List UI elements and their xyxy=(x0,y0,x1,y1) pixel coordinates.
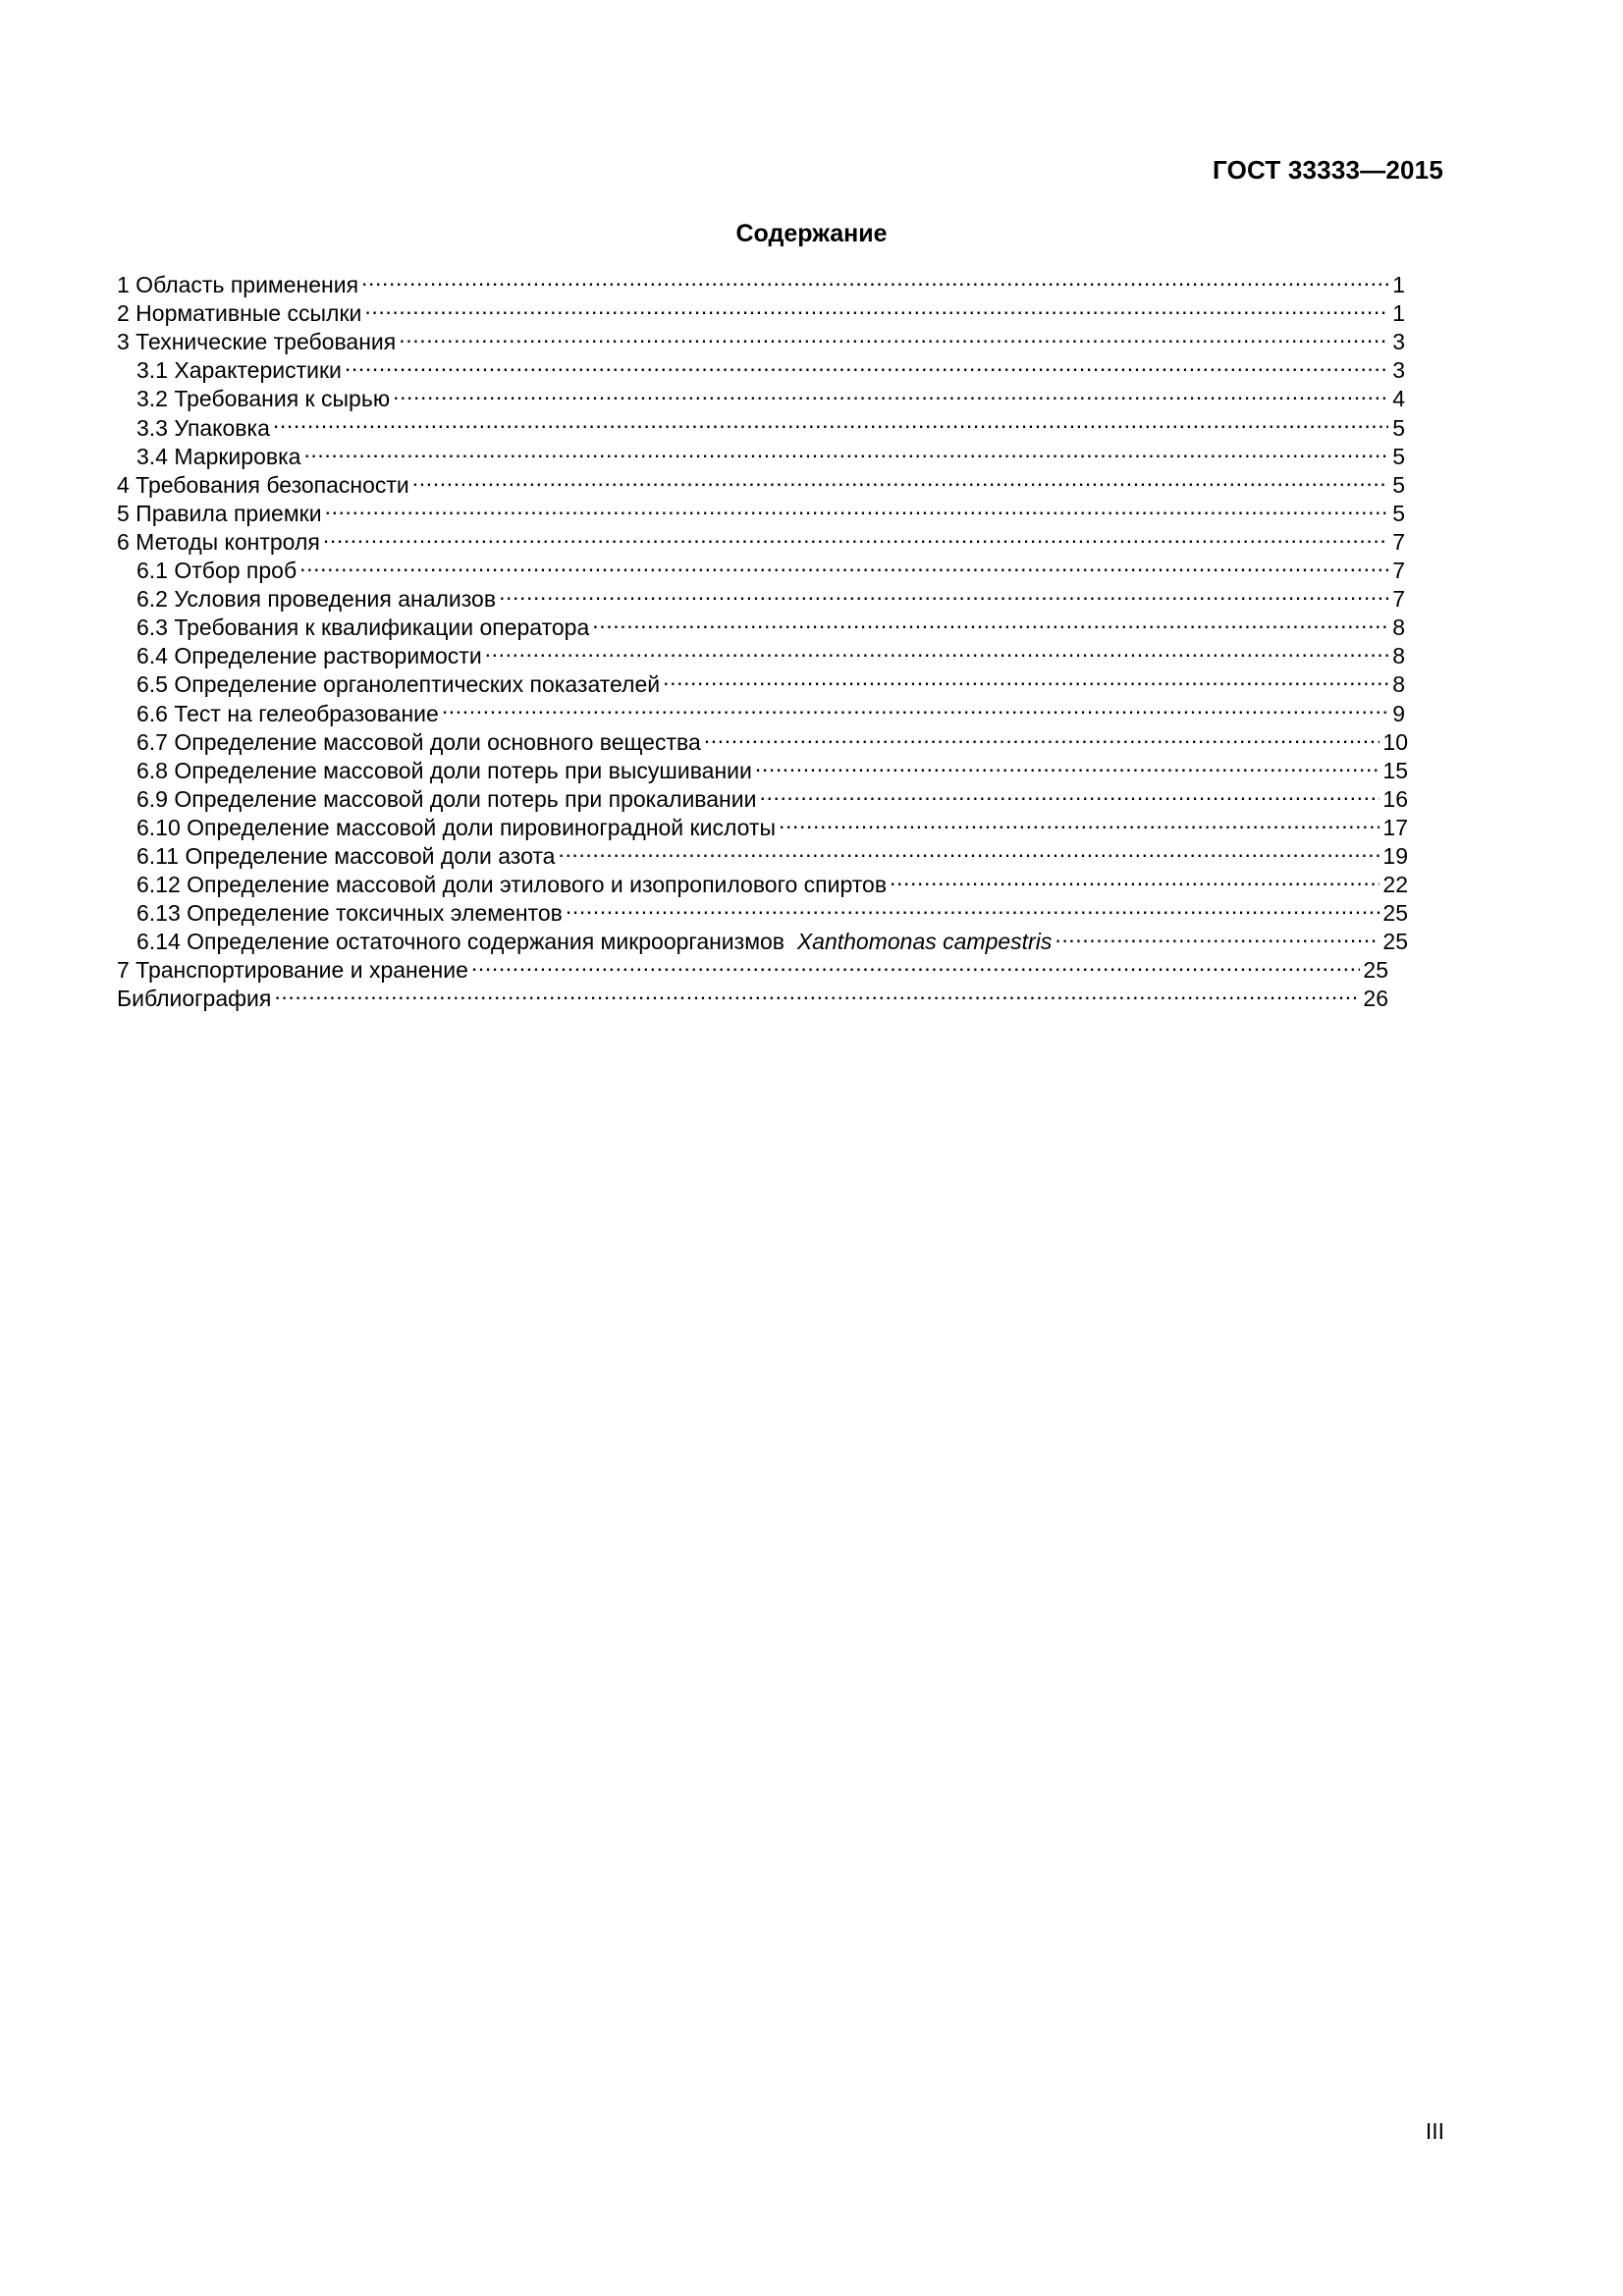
toc-entry-page: 7 xyxy=(1392,528,1405,555)
dot-leader xyxy=(361,264,1388,293)
toc-entry-label: 6.2 Условия проведения анализов xyxy=(136,586,497,613)
toc-entry-page: 9 xyxy=(1392,700,1405,726)
toc-entry[interactable] xyxy=(117,436,1405,469)
page-number: III xyxy=(1425,2118,1444,2144)
dot-leader xyxy=(890,864,1380,892)
toc-entry-label: 3.1 Характеристики xyxy=(136,357,342,384)
toc-entry-page: 5 xyxy=(1392,500,1405,526)
dot-leader xyxy=(323,521,1388,550)
toc-entry-label: 7 Транспортирование и хранение xyxy=(117,957,468,984)
toc-entry-page: 8 xyxy=(1392,671,1405,698)
dot-leader xyxy=(274,978,1360,1006)
toc-entry-page: 25 xyxy=(1382,900,1408,927)
dot-leader xyxy=(566,892,1380,921)
dot-leader xyxy=(412,464,1388,493)
toc-entry-label: 6.4 Определение растворимости xyxy=(136,643,482,669)
toc-title: Содержание xyxy=(735,220,888,247)
table-of-contents xyxy=(117,264,1408,1012)
toc-entry-page: 10 xyxy=(1382,728,1408,755)
toc-entry-label: 6.12 Определение массовой доли этилового и изопропилового спиртов xyxy=(136,872,888,898)
dot-leader xyxy=(325,493,1388,521)
toc-entry-page: 4 xyxy=(1392,386,1405,412)
toc-entry-page: 1 xyxy=(1392,300,1405,327)
toc-entry-label: 6.9 Определение массовой доли потерь при прокаливании xyxy=(136,785,757,812)
document-designation: ГОСТ 33333—2015 xyxy=(1213,155,1443,185)
dot-leader xyxy=(558,835,1380,864)
dot-leader xyxy=(273,406,1388,435)
toc-entry-label: 3.3 Упаковка xyxy=(136,414,270,441)
dot-leader xyxy=(303,436,1388,464)
toc-entry-page: 22 xyxy=(1382,872,1408,898)
toc-entry[interactable] xyxy=(117,578,1405,613)
toc-entry-page: 3 xyxy=(1392,329,1405,355)
dot-leader xyxy=(499,578,1388,607)
dot-leader xyxy=(299,550,1388,578)
dot-leader xyxy=(442,692,1388,721)
toc-entry-label: 6.14 Определение остаточного содержания микроорганизмов xyxy=(136,929,785,955)
toc-entry[interactable] xyxy=(117,406,1405,441)
dot-leader xyxy=(704,721,1380,750)
toc-entry-page: 25 xyxy=(1363,957,1388,984)
dot-leader xyxy=(471,949,1361,978)
toc-entry-page: 3 xyxy=(1392,357,1405,384)
toc-entry-page: 26 xyxy=(1363,986,1388,1012)
dot-leader xyxy=(779,807,1380,835)
toc-entry-label: 3.2 Требования к сырью xyxy=(136,386,391,412)
toc-entry-label: 6.7 Определение массовой доли основного вещества xyxy=(136,728,701,755)
toc-entry-label: 6.13 Определение токсичных элементов xyxy=(136,900,563,927)
toc-entry-label: 5 Правила приемки xyxy=(117,500,322,526)
toc-entry-page: 8 xyxy=(1392,614,1405,641)
toc-entry-label: 3.4 Маркировка xyxy=(136,443,301,469)
toc-entry-label: 6.5 Определение органолептических показателей xyxy=(136,671,661,698)
toc-entry-label-italic: Xanthomonas campestris xyxy=(796,929,1053,955)
toc-entry-page: 7 xyxy=(1392,558,1405,584)
dot-leader xyxy=(759,778,1380,807)
toc-entry-label: 6.10 Определение массовой доли пировиноградной кислоты xyxy=(136,814,776,840)
dot-leader xyxy=(485,635,1388,664)
toc-entry-page: 5 xyxy=(1392,414,1405,441)
toc-entry-label: 6.11 Определение массовой доли азота xyxy=(136,842,556,869)
toc-entry[interactable] xyxy=(117,264,1405,298)
dot-leader xyxy=(592,607,1388,635)
toc-entry-label: 6.1 Отбор проб xyxy=(136,558,298,584)
toc-entry[interactable] xyxy=(117,550,1405,584)
toc-entry-label: 1 Область применения xyxy=(117,272,359,298)
toc-entry-label: Библиография xyxy=(117,986,272,1012)
toc-entry-label: 3 Технические требования xyxy=(117,329,397,355)
toc-entry-page: 5 xyxy=(1392,471,1405,498)
toc-entry-label: 2 Нормативные ссылки xyxy=(117,300,362,327)
dot-leader xyxy=(399,321,1388,349)
toc-entry-page: 5 xyxy=(1392,443,1405,469)
toc-entry[interactable] xyxy=(117,464,1405,498)
toc-entry[interactable] xyxy=(117,978,1388,1012)
toc-entry-page: 15 xyxy=(1382,757,1408,783)
toc-entry-page: 7 xyxy=(1392,586,1405,613)
dot-leader xyxy=(755,750,1380,778)
toc-entry-label: 6 Методы контроля xyxy=(117,528,320,555)
dot-leader xyxy=(393,378,1388,406)
toc-entry-label: 6.6 Тест на гелеобразование xyxy=(136,700,439,726)
dot-leader xyxy=(345,349,1388,378)
toc-entry-label: 4 Требования безопасности xyxy=(117,471,409,498)
dot-leader xyxy=(1055,921,1380,949)
toc-entry-label: 6.3 Требования к квалификации оператора xyxy=(136,614,590,641)
toc-entry-label: 6.8 Определение массовой доли потерь при высушивании xyxy=(136,757,752,783)
toc-entry-page: 17 xyxy=(1382,814,1408,840)
toc-entry-page: 1 xyxy=(1392,272,1405,298)
toc-entry-page: 8 xyxy=(1392,643,1405,669)
dot-leader xyxy=(364,293,1388,321)
toc-entry-page: 16 xyxy=(1382,785,1408,812)
dot-leader xyxy=(663,664,1388,692)
toc-entry-page: 25 xyxy=(1382,929,1408,955)
toc-entry-page: 19 xyxy=(1382,842,1408,869)
